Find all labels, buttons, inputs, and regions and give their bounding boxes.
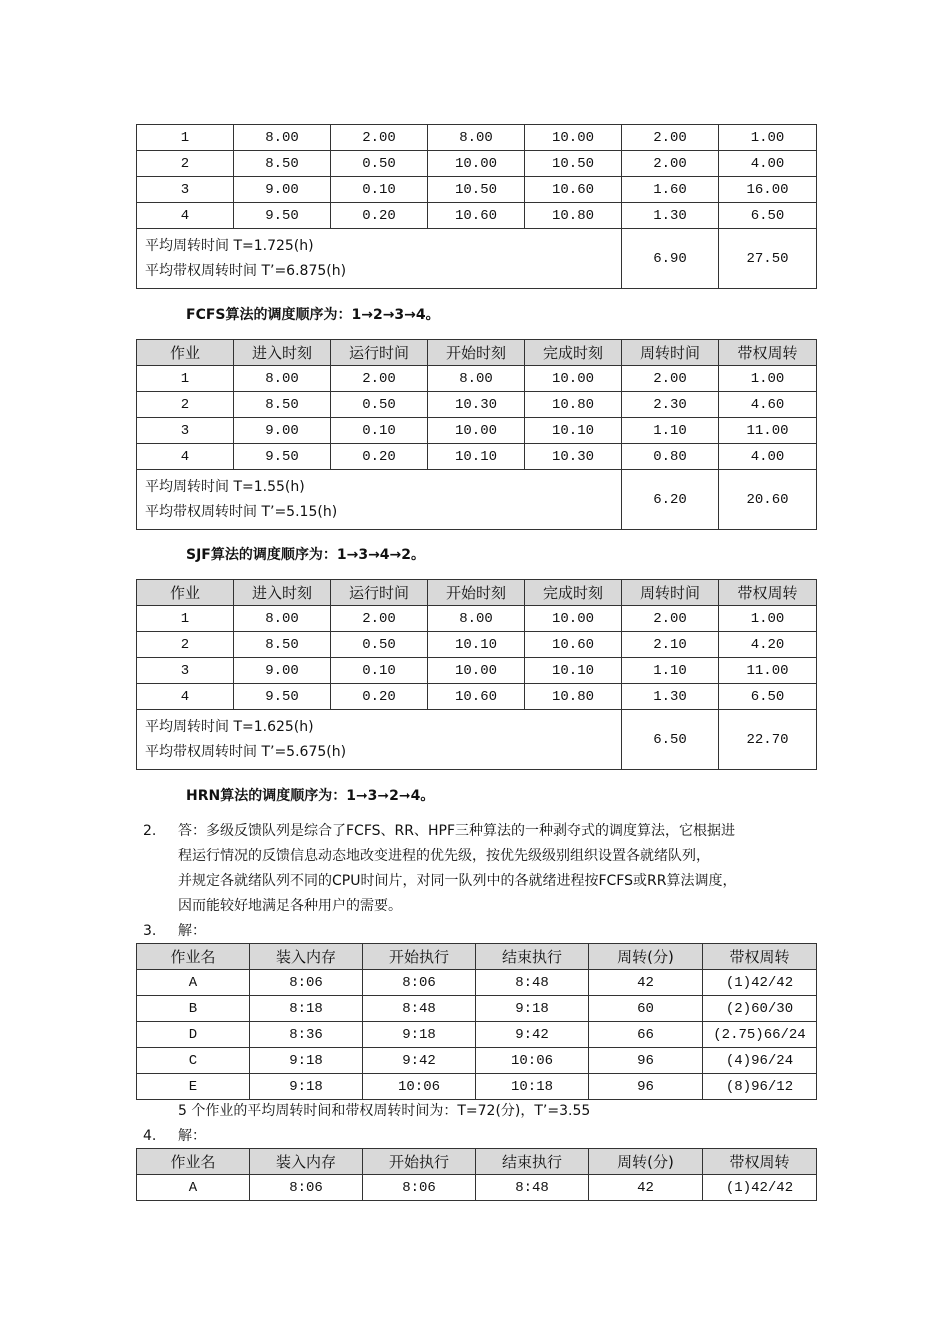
cell: 8.00	[234, 606, 331, 632]
cell: 10.80	[525, 203, 622, 229]
table-row	[137, 444, 817, 470]
table-row	[137, 177, 817, 203]
cell: 1.00	[719, 125, 817, 151]
cell: 3	[137, 418, 234, 444]
q2-line: 并规定各就绪队列不同的CPU时间片，对同一队列中的各就绪进程按FCFS或RR算法调度，	[178, 873, 737, 889]
cell: 10.50	[428, 177, 525, 203]
cell: 1.30	[622, 684, 719, 710]
cell: D	[137, 1022, 250, 1048]
cell: 8.00	[428, 606, 525, 632]
cell: 9:18	[250, 1074, 363, 1100]
cell: 2	[137, 392, 234, 418]
cell: (1)42/42	[703, 970, 817, 996]
cell: 10.10	[428, 444, 525, 470]
table-q4	[136, 1148, 817, 1201]
avg-turnaround: 平均周转时间 T=1.725(h)	[145, 237, 314, 254]
table-row	[137, 151, 817, 177]
cell: 16.00	[719, 177, 817, 203]
cell: 42	[589, 970, 703, 996]
cell: 2.00	[331, 366, 428, 392]
sum-turnaround: 6.20	[622, 470, 719, 530]
cell: 10.60	[428, 203, 525, 229]
average-cell	[137, 470, 622, 530]
column-header: 作业	[137, 340, 234, 366]
q2-line: 程运行情况的反馈信息动态地改变进程的优先级，按优先级级别组织设置各就绪队列，	[178, 848, 710, 864]
cell: 2.00	[622, 606, 719, 632]
cell: 4	[137, 203, 234, 229]
column-header: 开始执行	[363, 1149, 476, 1175]
table-row	[137, 658, 817, 684]
cell: 10.80	[525, 684, 622, 710]
table-row	[137, 1048, 817, 1074]
cell: 1.00	[719, 606, 817, 632]
cell: 9:18	[363, 1022, 476, 1048]
sum-weighted: 20.60	[719, 470, 817, 530]
q4-label: 解：	[178, 1128, 206, 1144]
cell: 0.20	[331, 684, 428, 710]
cell: 8.00	[234, 366, 331, 392]
table-row	[137, 632, 817, 658]
table-summary-row	[137, 470, 817, 530]
cell: (4)96/24	[703, 1048, 817, 1074]
cell: 10.60	[525, 632, 622, 658]
table-row	[137, 366, 817, 392]
column-header: 作业名	[137, 944, 250, 970]
avg-turnaround: 平均周转时间 T=1.55(h)	[145, 478, 305, 495]
cell: 10.10	[525, 658, 622, 684]
cell: 2.10	[622, 632, 719, 658]
column-header: 作业	[137, 580, 234, 606]
table-row	[137, 203, 817, 229]
cell: 8:48	[476, 1175, 589, 1201]
cell: 8:06	[250, 1175, 363, 1201]
cell: 9:42	[476, 1022, 589, 1048]
cell: 11.00	[719, 418, 817, 444]
column-header: 进入时刻	[234, 580, 331, 606]
cell: 8.00	[428, 125, 525, 151]
cell: 9.00	[234, 418, 331, 444]
cell: 8:06	[363, 1175, 476, 1201]
cell: 10.00	[525, 366, 622, 392]
cell: 4.60	[719, 392, 817, 418]
q4-number: 4.	[143, 1128, 157, 1144]
cell: 9:18	[476, 996, 589, 1022]
cell: 10.00	[525, 125, 622, 151]
cell: 9.50	[234, 203, 331, 229]
cell: 10.60	[525, 177, 622, 203]
column-header: 周转时间	[622, 340, 719, 366]
cell: (2)60/30	[703, 996, 817, 1022]
cell: A	[137, 1175, 250, 1201]
table-header-row	[137, 340, 817, 366]
cell: 96	[589, 1048, 703, 1074]
cell: 42	[589, 1175, 703, 1201]
cell: 8:48	[363, 996, 476, 1022]
column-header: 完成时刻	[525, 580, 622, 606]
avg-weighted-turnaround: 平均带权周转时间 T’=6.875(h)	[145, 262, 347, 279]
column-header: 带权周转	[703, 944, 817, 970]
cell: 8.00	[428, 366, 525, 392]
cell: 2.00	[331, 606, 428, 632]
column-header: 周转(分)	[589, 944, 703, 970]
avg-weighted-turnaround: 平均带权周转时间 T’=5.15(h)	[145, 503, 338, 520]
q3-number: 3.	[143, 923, 157, 939]
column-header: 周转(分)	[589, 1149, 703, 1175]
cell: 9:42	[363, 1048, 476, 1074]
table-q3	[136, 943, 817, 1100]
cell: 2.00	[331, 125, 428, 151]
cell: 0.50	[331, 392, 428, 418]
table-row	[137, 1022, 817, 1048]
cell: 1.10	[622, 418, 719, 444]
table-summary-row	[137, 710, 817, 770]
avg-weighted-turnaround: 平均带权周转时间 T’=5.675(h)	[145, 743, 347, 760]
cell: 8.50	[234, 151, 331, 177]
cell: 8.50	[234, 632, 331, 658]
cell: 0.10	[331, 658, 428, 684]
cell: 10.30	[428, 392, 525, 418]
cell: 0.10	[331, 177, 428, 203]
fcfs-order-text: FCFS算法的调度顺序为：1→2→3→4。	[186, 307, 440, 323]
table-row	[137, 684, 817, 710]
cell: 1	[137, 125, 234, 151]
column-header: 开始执行	[363, 944, 476, 970]
cell: 8.00	[234, 125, 331, 151]
cell: 2	[137, 632, 234, 658]
column-header: 开始时刻	[428, 580, 525, 606]
cell: 0.20	[331, 203, 428, 229]
cell: 0.20	[331, 444, 428, 470]
table-row	[137, 125, 817, 151]
cell: (2.75)66/24	[703, 1022, 817, 1048]
column-header: 运行时间	[331, 580, 428, 606]
cell: 4.00	[719, 444, 817, 470]
cell: 8:48	[476, 970, 589, 996]
cell: 66	[589, 1022, 703, 1048]
table-row	[137, 606, 817, 632]
average-cell	[137, 229, 622, 289]
cell: 6.50	[719, 203, 817, 229]
column-header: 带权周转	[703, 1149, 817, 1175]
sjf-order-text: SJF算法的调度顺序为：1→3→4→2。	[186, 547, 426, 563]
q2-answer	[178, 819, 818, 919]
cell: 10.60	[428, 684, 525, 710]
cell: 4.20	[719, 632, 817, 658]
cell: 9.00	[234, 177, 331, 203]
table-header-row	[137, 1149, 817, 1175]
cell: 1.60	[622, 177, 719, 203]
cell: 9:18	[250, 1048, 363, 1074]
cell: 9.50	[234, 684, 331, 710]
hrn-order-text: HRN算法的调度顺序为：1➞3➞2➞4。	[186, 788, 435, 804]
q2-line: 因而能较好地满足各种用户的需要。	[178, 898, 402, 914]
column-header: 结束执行	[476, 1149, 589, 1175]
column-header: 进入时刻	[234, 340, 331, 366]
sum-weighted: 27.50	[719, 229, 817, 289]
q3-summary: 5 个作业的平均周转时间和带权周转时间为：T=72(分)，T’=3.55	[178, 1103, 591, 1119]
cell: 10.80	[525, 392, 622, 418]
column-header: 作业名	[137, 1149, 250, 1175]
cell: 10:18	[476, 1074, 589, 1100]
q3-label: 解：	[178, 923, 206, 939]
column-header: 开始时刻	[428, 340, 525, 366]
cell: 10.50	[525, 151, 622, 177]
column-header: 完成时刻	[525, 340, 622, 366]
cell: 4	[137, 684, 234, 710]
q2-line: 答：多级反馈队列是综合了FCFS、RR、HPF三种算法的一种剥夺式的调度算法，它根据进	[178, 823, 735, 839]
cell: 6.50	[719, 684, 817, 710]
cell: 3	[137, 177, 234, 203]
cell: 3	[137, 658, 234, 684]
cell: 9.50	[234, 444, 331, 470]
cell: A	[137, 970, 250, 996]
column-header: 带权周转	[719, 580, 817, 606]
cell: 0.80	[622, 444, 719, 470]
cell: 2.30	[622, 392, 719, 418]
cell: 2.00	[622, 125, 719, 151]
sum-weighted: 22.70	[719, 710, 817, 770]
cell: 0.50	[331, 632, 428, 658]
cell: 4	[137, 444, 234, 470]
cell: 2.00	[622, 366, 719, 392]
cell: 10.10	[525, 418, 622, 444]
cell: 0.50	[331, 151, 428, 177]
column-header: 结束执行	[476, 944, 589, 970]
table-sjf	[136, 579, 817, 770]
cell: 2.00	[622, 151, 719, 177]
cell: 10.00	[525, 606, 622, 632]
table-header-row	[137, 580, 817, 606]
avg-turnaround: 平均周转时间 T=1.625(h)	[145, 718, 314, 735]
cell: 0.10	[331, 418, 428, 444]
table-row	[137, 418, 817, 444]
table-summary-row	[137, 229, 817, 289]
table-row	[137, 392, 817, 418]
table-header-row	[137, 944, 817, 970]
cell: (1)42/42	[703, 1175, 817, 1201]
average-cell	[137, 710, 622, 770]
sum-turnaround: 6.90	[622, 229, 719, 289]
cell: 10:06	[363, 1074, 476, 1100]
cell: 10:06	[476, 1048, 589, 1074]
cell: 10.10	[428, 632, 525, 658]
cell: 1.30	[622, 203, 719, 229]
column-header: 装入内存	[250, 944, 363, 970]
sum-turnaround: 6.50	[622, 710, 719, 770]
column-header: 周转时间	[622, 580, 719, 606]
cell: 8:18	[250, 996, 363, 1022]
cell: 10.00	[428, 151, 525, 177]
cell: 10.30	[525, 444, 622, 470]
cell: 2	[137, 151, 234, 177]
cell: 1	[137, 606, 234, 632]
cell: 11.00	[719, 658, 817, 684]
cell: 8:06	[250, 970, 363, 996]
column-header: 带权周转	[719, 340, 817, 366]
cell: 4.00	[719, 151, 817, 177]
cell: 9.00	[234, 658, 331, 684]
cell: E	[137, 1074, 250, 1100]
table-row	[137, 1175, 817, 1201]
table-row	[137, 970, 817, 996]
cell: 96	[589, 1074, 703, 1100]
cell: 8:06	[363, 970, 476, 996]
cell: 60	[589, 996, 703, 1022]
table-row	[137, 996, 817, 1022]
cell: 1.00	[719, 366, 817, 392]
cell: B	[137, 996, 250, 1022]
cell: 1.10	[622, 658, 719, 684]
column-header: 装入内存	[250, 1149, 363, 1175]
table-row	[137, 1074, 817, 1100]
cell: C	[137, 1048, 250, 1074]
column-header: 运行时间	[331, 340, 428, 366]
cell: 10.00	[428, 658, 525, 684]
cell: 10.00	[428, 418, 525, 444]
cell: 8:36	[250, 1022, 363, 1048]
table-top	[136, 124, 817, 289]
cell: 8.50	[234, 392, 331, 418]
q2-number: 2.	[143, 823, 157, 839]
cell: 1	[137, 366, 234, 392]
cell: (8)96/12	[703, 1074, 817, 1100]
table-fcfs	[136, 339, 817, 530]
